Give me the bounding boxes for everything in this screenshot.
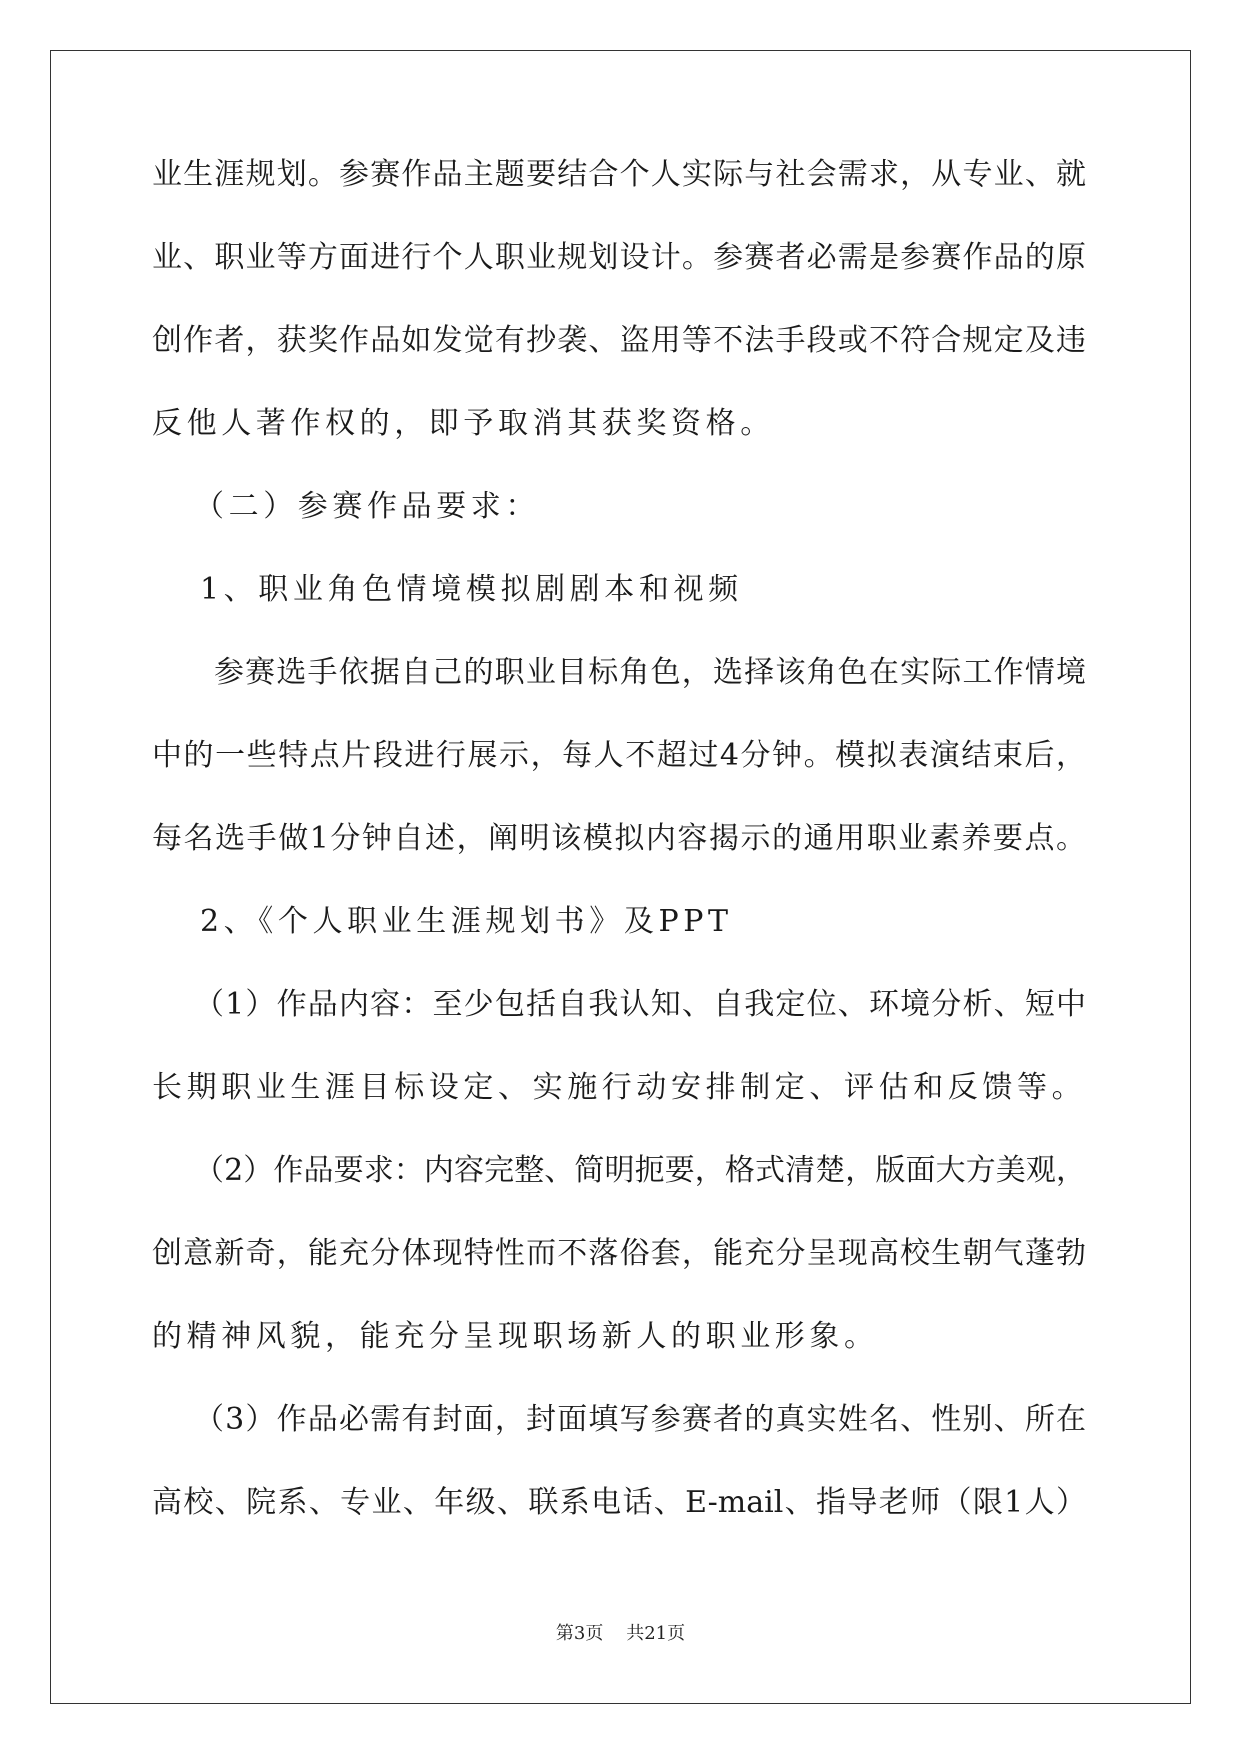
- section-heading: （二）参赛作品要求：: [194, 489, 540, 524]
- subsection-heading: 1、职业角色情境模拟剧剧本和视频: [200, 572, 743, 607]
- body-line: （3）作品必需有封面，封面填写参赛者的真实姓名、性别、所在: [194, 1402, 1086, 1437]
- body-line: 业生涯规划。参赛作品主题要结合个人实际与社会需求，从专业、就: [152, 157, 1086, 192]
- body-line: （1）作品内容：至少包括自我认知、自我定位、环境分析、短中: [194, 987, 1086, 1022]
- page-footer: [0, 1624, 1241, 1644]
- body-line: 业、职业等方面进行个人职业规划设计。参赛者必需是参赛作品的原: [152, 240, 1086, 275]
- body-line: 反他人著作权的，即予取消其获奖资格。: [152, 406, 775, 441]
- body-line: 参赛选手依据自己的职业目标角色，选择该角色在实际工作情境: [214, 655, 1086, 690]
- body-line: （2）作品要求：内容完整、简明扼要，格式清楚，版面大方美观，: [194, 1153, 1086, 1188]
- body-line: 中的一些特点片段进行展示，每人不超过4分钟。模拟表演结束后，: [152, 738, 1086, 773]
- document-body: [152, 157, 1087, 1571]
- body-line: 的精神风貌，能充分呈现职场新人的职业形象。: [152, 1319, 879, 1354]
- body-line: 高校、院系、专业、年级、联系电话、E-mail、指导老师（限1人）: [152, 1485, 1086, 1520]
- body-line: 每名选手做1分钟自述，阐明该模拟内容揭示的通用职业素养要点。: [152, 821, 1086, 856]
- page-total: 共21页: [626, 1623, 686, 1644]
- body-line: 创意新奇，能充分体现特性而不落俗套，能充分呈现高校生朝气蓬勃: [152, 1236, 1086, 1271]
- body-line: 长期职业生涯目标设定、实施行动安排制定、评估和反馈等。: [152, 1070, 1087, 1105]
- subsection-heading: 2、《个人职业生涯规划书》及PPT: [200, 904, 733, 939]
- page-number: 第3页: [555, 1623, 604, 1644]
- body-line: 创作者，获奖作品如发觉有抄袭、盗用等不法手段或不符合规定及违: [152, 323, 1086, 358]
